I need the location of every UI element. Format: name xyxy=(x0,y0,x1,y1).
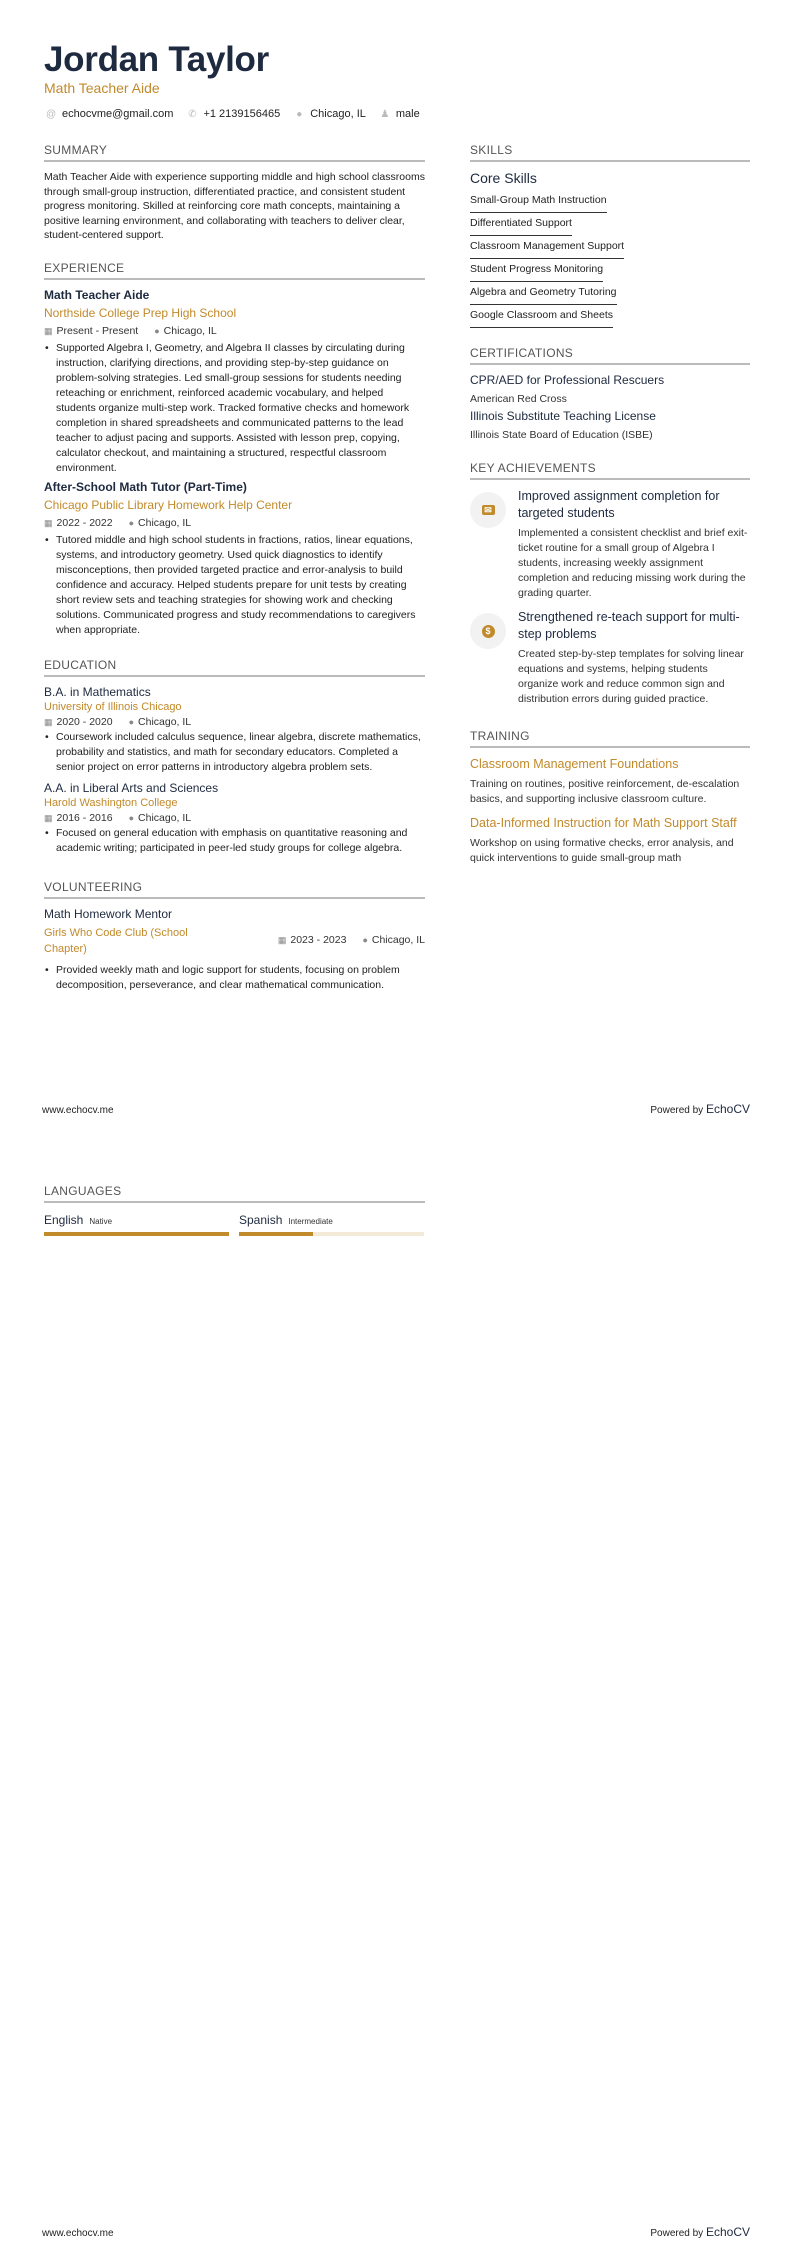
volunteer-org: Girls Who Code Club (School Chapter) xyxy=(44,926,188,955)
language-item xyxy=(239,1211,424,1236)
brand-name: EchoCV xyxy=(705,1102,750,1116)
edu-dates: 2020 - 2020 xyxy=(56,715,113,728)
job-title: Math Teacher Aide xyxy=(44,287,150,302)
language-item xyxy=(44,1211,229,1236)
job-org: Chicago Public Library Homework Help Center xyxy=(44,497,293,512)
edu-bullet: • Focused on general education with emphasis on quantitative reasoning and academic writing; participated in peer-led study groups for college algebra. xyxy=(44,826,425,856)
training-heading: TRAINING xyxy=(470,729,750,748)
achievement-desc: Implemented a consistent checklist and brief exit-ticket routine for a small group of Algebra I students, increasing weekly assignment completion and reducing missing work during the grading quarter. xyxy=(518,527,748,599)
brand-name: EchoCV xyxy=(705,2225,750,2239)
experience-heading: EXPERIENCE xyxy=(44,261,425,280)
calendar-icon: ▦ xyxy=(277,934,287,945)
summary-text: Math Teacher Aide with experience supporting middle and high school classrooms through small-group instruction, differentiated practice, and consistent student progress monitoring. Skilled at reinforcing core math concepts, maintaining a positive learning environment, and collaborating with teachers to deliver clear, student-centered support. xyxy=(44,171,425,242)
achievement-desc: Created step-by-step templates for solving linear equations and systems, helping students organize work and reduce common sign and distribution errors during guided practice. xyxy=(518,648,744,705)
experience-item xyxy=(44,480,425,638)
achievement-title: Improved assignment completion for targeted students xyxy=(518,489,720,520)
contact-gender xyxy=(380,108,420,120)
location-icon: ● xyxy=(128,812,135,823)
education-item xyxy=(44,685,425,775)
summary-heading: SUMMARY xyxy=(44,143,425,162)
location-icon: ● xyxy=(296,108,303,120)
calendar-icon: ▦ xyxy=(44,812,53,823)
location-icon: ● xyxy=(362,934,368,945)
education-item xyxy=(44,781,425,856)
volunteering-heading: VOLUNTEERING xyxy=(44,880,425,899)
skill-item: Algebra and Geometry Tutoring xyxy=(470,283,617,305)
school: University of Illinois Chicago xyxy=(44,700,182,713)
school: Harold Washington College xyxy=(44,796,178,809)
user-icon: ♟ xyxy=(380,108,390,120)
powered-by-text: Powered by xyxy=(650,2228,704,2239)
training-desc: Training on routines, positive reinforcement, de-escalation basics, and supporting inclusive classroom culture. xyxy=(470,778,740,805)
job-location: Chicago, IL xyxy=(138,516,192,529)
contact-phone[interactable] xyxy=(187,108,280,120)
job-title: After-School Math Tutor (Part-Time) xyxy=(44,479,247,494)
job-dates: Present - Present xyxy=(56,324,139,337)
powered-by-text: Powered by xyxy=(650,1105,704,1116)
achievements-heading: KEY ACHIEVEMENTS xyxy=(470,461,750,480)
footer-site-link[interactable]: www.echocv.me xyxy=(42,1105,114,1116)
footer-powered[interactable] xyxy=(650,1102,750,1116)
degree: B.A. in Mathematics xyxy=(44,684,151,699)
achievement-title: Strengthened re-teach support for multi-step problems xyxy=(518,610,740,641)
cert-name: CPR/AED for Professional Rescuers xyxy=(470,373,665,387)
skill-item: Student Progress Monitoring xyxy=(470,260,603,282)
volunteer-dates: 2023 - 2023 xyxy=(290,933,347,946)
edu-location: Chicago, IL xyxy=(138,715,192,728)
location-icon: ● xyxy=(128,517,135,528)
volunteer-bullet: • Provided weekly math and logic support for students, focusing on problem decomposition, perseverance, and clear mathematical communication. xyxy=(44,963,425,993)
language-level: Native xyxy=(89,1217,113,1226)
language-name: Spanish xyxy=(239,1213,283,1227)
skill-list xyxy=(470,190,750,328)
footer-site-link-2[interactable]: www.echocv.me xyxy=(42,2228,114,2239)
cert-issuer: American Red Cross xyxy=(470,393,567,405)
job-dates: 2022 - 2022 xyxy=(56,516,113,529)
calendar-icon: ▦ xyxy=(44,716,53,727)
phone-icon: ✆ xyxy=(188,108,197,120)
training-title: Classroom Management Foundations xyxy=(470,757,679,771)
contact-email[interactable] xyxy=(46,108,173,120)
language-bar-fill xyxy=(239,1232,313,1236)
job-bullet: • Supported Algebra I, Geometry, and Algebra II classes by circulating during instruction, clarifying directions, and providing step-by-step guidance on problem-solving strategies. Led small-group sessions for students needing reteaching or enrichment, reinforced academic vocabulary, and helped students organize multi-step work. Tracked formative checks and homework completion in shared spreadsheets and communicated patterns to the lead teacher to adjust pacing and supports. Assisted with lesson prep, copying, calculator checkout, and maintaining a structured, respectful classroom environment. xyxy=(44,341,425,476)
contact-row xyxy=(46,108,420,120)
candidate-name: Jordan Taylor xyxy=(44,40,269,79)
training-title: Data-Informed Instruction for Math Support Staff xyxy=(470,816,737,830)
skill-item: Google Classroom and Sheets xyxy=(470,306,613,328)
degree: A.A. in Liberal Arts and Sciences xyxy=(44,780,219,795)
language-level: Intermediate xyxy=(288,1217,333,1226)
dollar-icon: $ xyxy=(470,613,506,649)
language-bar xyxy=(44,1232,229,1236)
location-text: Chicago, IL xyxy=(310,108,366,120)
achievement-item xyxy=(470,609,750,707)
language-bar-fill xyxy=(44,1232,229,1236)
contact-location xyxy=(294,108,366,120)
edu-location: Chicago, IL xyxy=(138,811,192,824)
achievement-item xyxy=(470,488,750,601)
languages-heading: LANGUAGES xyxy=(44,1184,425,1203)
skill-item: Differentiated Support xyxy=(470,214,572,236)
skills-group: Core Skills xyxy=(470,170,537,186)
right-column xyxy=(470,143,750,866)
calendar-icon: ▦ xyxy=(44,517,53,528)
candidate-title: Math Teacher Aide xyxy=(44,80,160,96)
location-icon: ● xyxy=(128,716,135,727)
skill-item: Small-Group Math Instruction xyxy=(470,191,607,213)
at-icon: @ xyxy=(46,108,57,120)
education-heading: EDUCATION xyxy=(44,658,425,677)
certifications-heading: CERTIFICATIONS xyxy=(470,346,750,365)
email-text: echocvme@gmail.com xyxy=(62,108,174,120)
envelope-icon: ✉ xyxy=(470,492,506,528)
language-name: English xyxy=(44,1213,84,1227)
gender-text: male xyxy=(395,108,420,120)
experience-item xyxy=(44,288,425,476)
edu-bullet: • Coursework included calculus sequence, linear algebra, discrete mathematics, probability and statistics, and math for secondary educators. Completed a senior project on error patterns in introductory algebra problem sets. xyxy=(44,730,425,775)
phone-text: +1 2139156465 xyxy=(203,108,281,120)
job-location: Chicago, IL xyxy=(163,324,217,337)
edu-dates: 2016 - 2016 xyxy=(56,811,113,824)
volunteer-location: Chicago, IL xyxy=(371,933,425,946)
left-column xyxy=(44,143,425,993)
language-bar xyxy=(239,1232,424,1236)
footer-powered-2[interactable] xyxy=(650,2225,750,2239)
location-icon: ● xyxy=(154,325,160,336)
job-org: Northside College Prep High School xyxy=(44,305,237,320)
cert-name: Illinois Substitute Teaching License xyxy=(470,409,656,423)
skills-heading: SKILLS xyxy=(470,143,750,162)
volunteer-role: Math Homework Mentor xyxy=(44,906,173,921)
skill-item: Classroom Management Support xyxy=(470,237,624,259)
cert-issuer: Illinois State Board of Education (ISBE) xyxy=(470,429,653,441)
volunteering-item xyxy=(44,907,425,993)
training-desc: Workshop on using formative checks, error analysis, and quick interventions to guide small-group math xyxy=(470,837,734,864)
languages-section xyxy=(44,1184,425,1236)
job-bullet: • Tutored middle and high school students in fractions, ratios, linear equations, systems, and introductory geometry. Used quick diagnostics to identify misconceptions, then provided targeted practice and error-analysis to build confidence and accuracy. Helped students prepare for unit tests by creating short review sets and teaching strategies for showing work and checking solutions. Communicated progress and study recommendations to caregivers when appropriate. xyxy=(44,533,425,638)
calendar-icon: ▦ xyxy=(44,325,53,336)
